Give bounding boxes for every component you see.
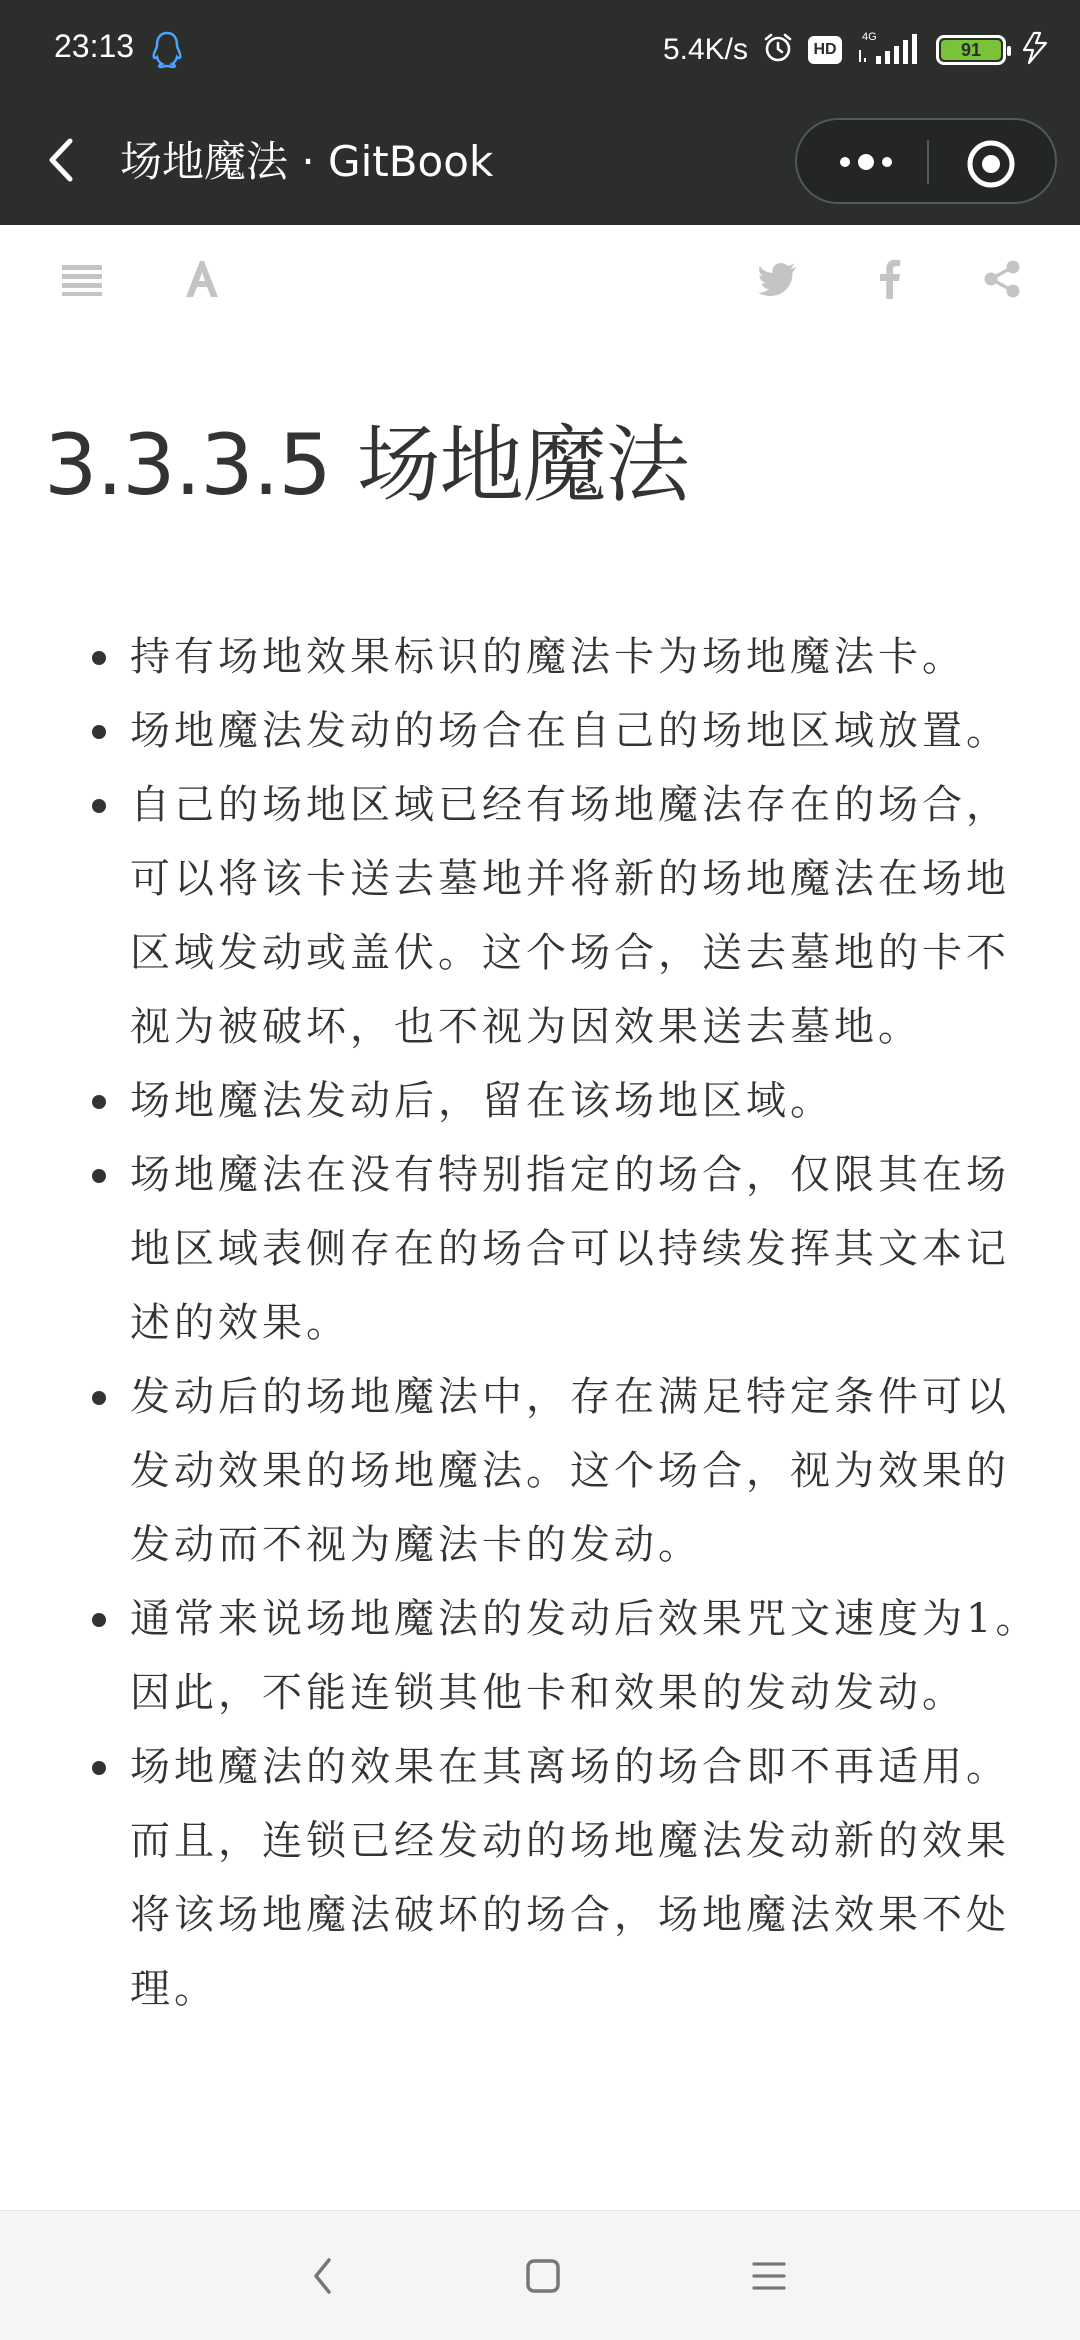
- title-bar: [0, 100, 1080, 225]
- bullet-icon: [92, 651, 106, 665]
- menu-icon[interactable]: [58, 255, 106, 303]
- page-title: 3.3.3.5 场地魔法: [44, 416, 689, 514]
- close-target-icon: [965, 138, 1017, 190]
- list-item: [44, 1064, 1044, 1138]
- more-dot-icon: [858, 154, 874, 170]
- facebook-icon[interactable]: [866, 255, 914, 303]
- status-bar: [0, 0, 1080, 100]
- more-dot-icon: [840, 157, 850, 167]
- battery-icon: [936, 35, 1006, 65]
- alarm-icon: [762, 32, 794, 68]
- rules-list: [44, 620, 1044, 2026]
- battery-level: 91: [941, 40, 1001, 60]
- hd-icon: HD: [808, 36, 842, 64]
- list-item-text: 场地魔法发动后，留在该场地区域。: [130, 1078, 834, 1124]
- qq-icon: [150, 30, 184, 70]
- bullet-icon: [92, 1095, 106, 1109]
- bullet-icon: [92, 799, 106, 813]
- list-item-text: 通常来说场地魔法的发动后效果咒文速度为1。因此，不能连锁其他卡和效果的发动发动。: [130, 1596, 1040, 1716]
- share-icon[interactable]: [978, 255, 1026, 303]
- bullet-icon: [92, 1613, 106, 1627]
- system-nav-bar: [0, 2210, 1080, 2340]
- list-item-text: 场地魔法发动的场合在自己的场地区域放置。: [130, 708, 1010, 754]
- bullet-icon: [92, 1761, 106, 1775]
- back-arrow-icon: [46, 135, 76, 185]
- more-dot-icon: [882, 157, 892, 167]
- bullet-icon: [92, 1391, 106, 1405]
- nav-back-button[interactable]: [298, 2251, 348, 2301]
- list-item: [44, 620, 1044, 694]
- more-button[interactable]: [821, 138, 911, 186]
- nav-home-icon: [525, 2258, 561, 2294]
- nav-menu-button[interactable]: [744, 2251, 794, 2301]
- page-window-title: 场地魔法 · GitBook: [120, 137, 494, 186]
- font-settings-icon[interactable]: [178, 255, 226, 303]
- status-right: [663, 26, 1050, 74]
- network-speed: 5.4K/s: [662, 33, 748, 66]
- bullet-icon: [92, 1169, 106, 1183]
- close-button[interactable]: [965, 138, 1017, 190]
- signal-icon: [856, 28, 922, 72]
- book-toolbar: [0, 225, 1080, 335]
- list-item: [44, 1360, 1044, 1582]
- network-type: 4G: [862, 31, 877, 43]
- bullet-icon: [92, 725, 106, 739]
- nav-menu-icon: [751, 2260, 787, 2292]
- list-item: [44, 1582, 1044, 1730]
- back-button[interactable]: [36, 130, 86, 190]
- capsule-divider: [927, 140, 929, 184]
- page-content: [44, 410, 1044, 2026]
- list-item-text: 场地魔法的效果在其离场的场合即不再适用。而且，连锁已经发动的场地魔法发动新的效果将该场地魔法破坏的场合，场地魔法效果不处理。: [130, 1744, 1010, 2012]
- mini-program-capsule: [795, 118, 1057, 204]
- list-item-text: 场地魔法在没有特别指定的场合，仅限其在场地区域表侧存在的场合可以持续发挥其文本记述的效果。: [130, 1152, 1010, 1346]
- list-item: [44, 694, 1044, 768]
- list-item: [44, 1730, 1044, 2026]
- list-item-text: 持有场地效果标识的魔法卡为场地魔法卡。: [130, 634, 966, 680]
- list-item-text: 自己的场地区域已经有场地魔法存在的场合，可以将该卡送去墓地并将新的场地魔法在场地区域发动或盖伏。这个场合，送去墓地的卡不视为被破坏，也不视为因效果送去墓地。: [130, 782, 1010, 1050]
- list-item-text: 发动后的场地魔法中，存在满足特定条件可以发动效果的场地魔法。这个场合，视为效果的发动而不视为魔法卡的发动。: [130, 1374, 1010, 1568]
- list-item: [44, 768, 1044, 1064]
- nav-home-button[interactable]: [518, 2251, 568, 2301]
- charging-icon: [1020, 31, 1050, 69]
- nav-back-icon: [311, 2256, 335, 2296]
- list-item: [44, 1138, 1044, 1360]
- twitter-icon[interactable]: [754, 255, 802, 303]
- status-time: 23:13: [54, 28, 135, 64]
